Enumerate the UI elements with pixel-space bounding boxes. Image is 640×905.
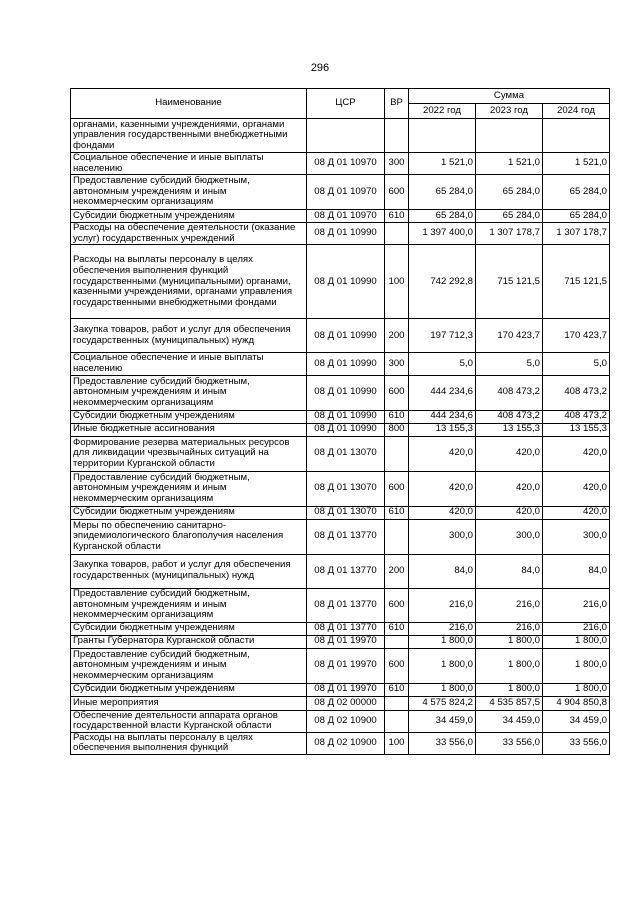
row-name: Иные мероприятия bbox=[71, 696, 307, 710]
row-sum-2023: 1 800,0 bbox=[476, 648, 543, 683]
row-sum-2022: 216,0 bbox=[409, 622, 476, 635]
row-name: Предоставление субсидий бюджетным, автономным учреждениям и иным некоммерческим организациям bbox=[71, 375, 307, 410]
table-row bbox=[71, 423, 610, 436]
row-sum-2022: 34 459,0 bbox=[409, 710, 476, 732]
row-sum-2022: 444 234,6 bbox=[409, 410, 476, 423]
row-sum-2022: 5,0 bbox=[409, 353, 476, 375]
row-vr bbox=[385, 519, 409, 554]
row-sum-2024: 170 423,7 bbox=[543, 319, 610, 353]
row-sum-2022: 420,0 bbox=[409, 471, 476, 506]
row-sum-2023: 408 473,2 bbox=[476, 410, 543, 423]
row-vr: 610 bbox=[385, 506, 409, 519]
table-row bbox=[71, 554, 610, 588]
row-csr: 08 Д 01 10970 bbox=[307, 210, 385, 223]
table-row bbox=[71, 375, 610, 410]
row-csr: 08 Д 01 13070 bbox=[307, 506, 385, 519]
table-header bbox=[71, 89, 610, 119]
table-row bbox=[71, 506, 610, 519]
row-sum-2024: 33 556,0 bbox=[543, 732, 610, 754]
row-csr: 08 Д 02 00000 bbox=[307, 696, 385, 710]
row-sum-2024: 408 473,2 bbox=[543, 375, 610, 410]
table-row bbox=[71, 648, 610, 683]
row-sum-2022 bbox=[409, 119, 476, 153]
row-name: Формирование резерва материальных ресурсов для ликвидации чрезвычайных ситуаций на территории Курганской области bbox=[71, 436, 307, 471]
table-row bbox=[71, 175, 610, 210]
row-name: Иные бюджетные ассигнования bbox=[71, 423, 307, 436]
row-csr: 08 Д 01 19970 bbox=[307, 683, 385, 696]
row-sum-2024 bbox=[543, 119, 610, 153]
row-vr: 100 bbox=[385, 245, 409, 319]
row-sum-2024: 408 473,2 bbox=[543, 410, 610, 423]
row-sum-2022: 420,0 bbox=[409, 506, 476, 519]
row-csr: 08 Д 01 13770 bbox=[307, 622, 385, 635]
row-sum-2024: 216,0 bbox=[543, 622, 610, 635]
table-row bbox=[71, 245, 610, 319]
row-sum-2023: 1 800,0 bbox=[476, 635, 543, 648]
page-number: 296 bbox=[310, 62, 330, 74]
row-sum-2022: 84,0 bbox=[409, 554, 476, 588]
row-sum-2022: 4 575 824,2 bbox=[409, 696, 476, 710]
row-vr: 600 bbox=[385, 588, 409, 622]
table-body bbox=[71, 119, 610, 755]
row-name: Гранты Губернатора Курганской области bbox=[71, 635, 307, 648]
row-sum-2024: 420,0 bbox=[543, 471, 610, 506]
row-sum-2023 bbox=[476, 119, 543, 153]
row-vr bbox=[385, 436, 409, 471]
row-vr: 800 bbox=[385, 423, 409, 436]
row-vr: 200 bbox=[385, 319, 409, 353]
row-csr: 08 Д 01 13770 bbox=[307, 554, 385, 588]
row-sum-2023: 715 121,5 bbox=[476, 245, 543, 319]
row-sum-2024: 1 800,0 bbox=[543, 635, 610, 648]
row-name: Предоставление субсидий бюджетным, автономным учреждениям и иным некоммерческим организациям bbox=[71, 648, 307, 683]
row-sum-2023: 170 423,7 bbox=[476, 319, 543, 353]
row-csr: 08 Д 01 10970 bbox=[307, 153, 385, 175]
row-csr: 08 Д 01 10990 bbox=[307, 410, 385, 423]
row-sum-2022: 65 284,0 bbox=[409, 175, 476, 210]
row-sum-2022: 1 800,0 bbox=[409, 635, 476, 648]
row-sum-2023: 1 521,0 bbox=[476, 153, 543, 175]
row-name: органами, казенными учреждениями, органами управления государственными внебюджетными фондами bbox=[71, 119, 307, 153]
header-vr: ВР bbox=[385, 89, 409, 119]
table-row bbox=[71, 436, 610, 471]
row-vr: 100 bbox=[385, 732, 409, 754]
row-name: Обеспечение деятельности аппарата органов государственной власти Курганской области bbox=[71, 710, 307, 732]
row-sum-2024: 34 459,0 bbox=[543, 710, 610, 732]
row-csr: 08 Д 01 13770 bbox=[307, 519, 385, 554]
row-sum-2023: 420,0 bbox=[476, 506, 543, 519]
row-sum-2024: 1 521,0 bbox=[543, 153, 610, 175]
row-sum-2024: 420,0 bbox=[543, 436, 610, 471]
row-vr bbox=[385, 710, 409, 732]
table-row bbox=[71, 223, 610, 245]
row-sum-2024: 300,0 bbox=[543, 519, 610, 554]
table-row bbox=[71, 210, 610, 223]
header-year-2022: 2022 год bbox=[409, 104, 476, 119]
row-vr: 600 bbox=[385, 175, 409, 210]
table-row bbox=[71, 696, 610, 710]
row-name: Предоставление субсидий бюджетным, автономным учреждениям и иным некоммерческим организациям bbox=[71, 588, 307, 622]
row-sum-2022: 1 521,0 bbox=[409, 153, 476, 175]
row-sum-2023: 216,0 bbox=[476, 622, 543, 635]
row-sum-2023: 33 556,0 bbox=[476, 732, 543, 754]
row-name: Субсидии бюджетным учреждениям bbox=[71, 506, 307, 519]
row-sum-2023: 420,0 bbox=[476, 471, 543, 506]
header-sum: Сумма bbox=[409, 89, 610, 104]
row-sum-2023: 216,0 bbox=[476, 588, 543, 622]
row-name: Социальное обеспечение и иные выплаты населению bbox=[71, 353, 307, 375]
table-row bbox=[71, 710, 610, 732]
table-row bbox=[71, 471, 610, 506]
row-name: Предоставление субсидий бюджетным, автономным учреждениям и иным некоммерческим организациям bbox=[71, 175, 307, 210]
row-sum-2023: 300,0 bbox=[476, 519, 543, 554]
row-name: Закупка товаров, работ и услуг для обеспечения государственных (муниципальных) нужд bbox=[71, 319, 307, 353]
row-sum-2024: 1 800,0 bbox=[543, 683, 610, 696]
row-vr: 610 bbox=[385, 622, 409, 635]
table-row bbox=[71, 519, 610, 554]
row-sum-2024: 65 284,0 bbox=[543, 210, 610, 223]
row-name: Субсидии бюджетным учреждениям bbox=[71, 622, 307, 635]
row-vr bbox=[385, 635, 409, 648]
row-name: Субсидии бюджетным учреждениям bbox=[71, 210, 307, 223]
table-row bbox=[71, 410, 610, 423]
row-sum-2023: 13 155,3 bbox=[476, 423, 543, 436]
table-row bbox=[71, 353, 610, 375]
row-csr: 08 Д 01 13070 bbox=[307, 436, 385, 471]
row-sum-2024: 65 284,0 bbox=[543, 175, 610, 210]
row-name: Закупка товаров, работ и услуг для обеспечения государственных (муниципальных) нужд bbox=[71, 554, 307, 588]
row-sum-2023: 1 307 178,7 bbox=[476, 223, 543, 245]
row-sum-2022: 1 800,0 bbox=[409, 683, 476, 696]
row-sum-2022: 742 292,8 bbox=[409, 245, 476, 319]
row-sum-2023: 34 459,0 bbox=[476, 710, 543, 732]
row-csr: 08 Д 01 10990 bbox=[307, 319, 385, 353]
header-year-2023: 2023 год bbox=[476, 104, 543, 119]
row-csr: 08 Д 01 10990 bbox=[307, 353, 385, 375]
row-sum-2024: 13 155,3 bbox=[543, 423, 610, 436]
row-csr: 08 Д 01 10970 bbox=[307, 175, 385, 210]
row-sum-2024: 84,0 bbox=[543, 554, 610, 588]
table-row bbox=[71, 622, 610, 635]
row-csr: 08 Д 01 10990 bbox=[307, 245, 385, 319]
table-row bbox=[71, 732, 610, 754]
table-row bbox=[71, 588, 610, 622]
row-vr: 600 bbox=[385, 471, 409, 506]
row-sum-2024: 1 307 178,7 bbox=[543, 223, 610, 245]
row-csr bbox=[307, 119, 385, 153]
row-name: Предоставление субсидий бюджетным, автономным учреждениям и иным некоммерческим организациям bbox=[71, 471, 307, 506]
row-sum-2022: 65 284,0 bbox=[409, 210, 476, 223]
row-sum-2023: 65 284,0 bbox=[476, 175, 543, 210]
row-vr: 600 bbox=[385, 648, 409, 683]
row-sum-2022: 13 155,3 bbox=[409, 423, 476, 436]
row-vr: 600 bbox=[385, 375, 409, 410]
row-sum-2023: 420,0 bbox=[476, 436, 543, 471]
row-csr: 08 Д 01 10990 bbox=[307, 423, 385, 436]
row-name: Расходы на обеспечение деятельности (оказание услуг) государственных учреждений bbox=[71, 223, 307, 245]
table-row bbox=[71, 153, 610, 175]
row-sum-2022: 1 397 400,0 bbox=[409, 223, 476, 245]
row-name: Расходы на выплаты персоналу в целях обеспечения выполнения функций государственными (муниципальными) органами, казенными учреждениями, органами управления государственными внебюджетными фондами bbox=[71, 245, 307, 319]
row-vr: 200 bbox=[385, 554, 409, 588]
row-vr: 300 bbox=[385, 153, 409, 175]
row-vr: 610 bbox=[385, 410, 409, 423]
row-sum-2022: 33 556,0 bbox=[409, 732, 476, 754]
row-sum-2023: 4 535 857,5 bbox=[476, 696, 543, 710]
row-name: Социальное обеспечение и иные выплаты населению bbox=[71, 153, 307, 175]
row-csr: 08 Д 02 10900 bbox=[307, 732, 385, 754]
row-sum-2023: 5,0 bbox=[476, 353, 543, 375]
row-name: Меры по обеспечению санитарно-эпидемиологического благополучия населения Курганской области bbox=[71, 519, 307, 554]
row-csr: 08 Д 01 10990 bbox=[307, 375, 385, 410]
row-vr: 610 bbox=[385, 210, 409, 223]
row-sum-2022: 197 712,3 bbox=[409, 319, 476, 353]
header-year-2024: 2024 год bbox=[543, 104, 610, 119]
row-sum-2024: 420,0 bbox=[543, 506, 610, 519]
row-sum-2022: 1 800,0 bbox=[409, 648, 476, 683]
row-csr: 08 Д 01 10990 bbox=[307, 223, 385, 245]
header-name: Наименование bbox=[71, 89, 307, 119]
table-row bbox=[71, 119, 610, 153]
row-sum-2022: 300,0 bbox=[409, 519, 476, 554]
row-name: Расходы на выплаты персоналу в целях обеспечения выполнения функций bbox=[71, 732, 307, 754]
row-name: Субсидии бюджетным учреждениям bbox=[71, 410, 307, 423]
row-vr bbox=[385, 223, 409, 245]
row-vr bbox=[385, 696, 409, 710]
row-sum-2024: 1 800,0 bbox=[543, 648, 610, 683]
row-vr: 300 bbox=[385, 353, 409, 375]
row-sum-2023: 1 800,0 bbox=[476, 683, 543, 696]
row-csr: 08 Д 01 19970 bbox=[307, 648, 385, 683]
row-sum-2022: 216,0 bbox=[409, 588, 476, 622]
table-row bbox=[71, 683, 610, 696]
table-row bbox=[71, 635, 610, 648]
row-sum-2022: 420,0 bbox=[409, 436, 476, 471]
row-sum-2024: 5,0 bbox=[543, 353, 610, 375]
row-csr: 08 Д 01 13770 bbox=[307, 588, 385, 622]
row-sum-2023: 84,0 bbox=[476, 554, 543, 588]
table-row bbox=[71, 319, 610, 353]
row-sum-2022: 444 234,6 bbox=[409, 375, 476, 410]
row-vr bbox=[385, 119, 409, 153]
budget-table bbox=[70, 88, 610, 755]
row-sum-2024: 4 904 850,8 bbox=[543, 696, 610, 710]
row-sum-2024: 216,0 bbox=[543, 588, 610, 622]
row-csr: 08 Д 02 10900 bbox=[307, 710, 385, 732]
row-csr: 08 Д 01 13070 bbox=[307, 471, 385, 506]
row-name: Субсидии бюджетным учреждениям bbox=[71, 683, 307, 696]
row-sum-2024: 715 121,5 bbox=[543, 245, 610, 319]
header-csr: ЦСР bbox=[307, 89, 385, 119]
row-vr: 610 bbox=[385, 683, 409, 696]
row-csr: 08 Д 01 19970 bbox=[307, 635, 385, 648]
row-sum-2023: 65 284,0 bbox=[476, 210, 543, 223]
row-sum-2023: 408 473,2 bbox=[476, 375, 543, 410]
